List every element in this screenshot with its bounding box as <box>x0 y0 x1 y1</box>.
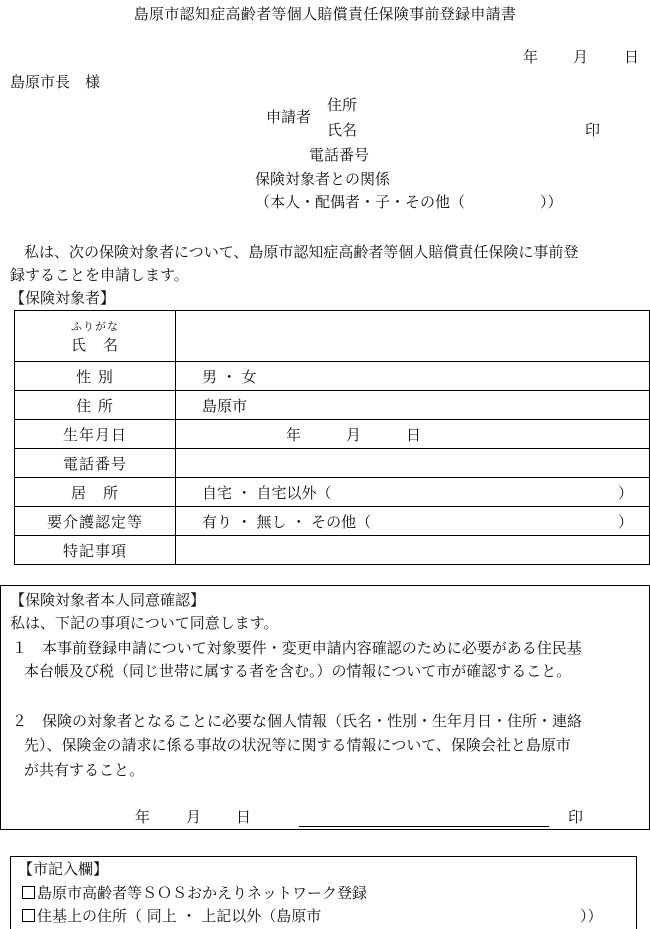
intro-line-2: 録することを申請します。 <box>10 266 189 284</box>
table-row <box>15 311 650 362</box>
insured-table <box>14 310 650 565</box>
applicant-label: 申請者 <box>266 108 312 126</box>
address-label: 住 所 <box>15 391 176 420</box>
name-field[interactable] <box>176 311 650 362</box>
phone-label: 電話番号 <box>15 449 176 478</box>
signature-line[interactable] <box>299 826 549 827</box>
care-level-close: ） <box>617 513 633 531</box>
care-level-value: 有り ・ 無し ・ その他（ <box>202 513 372 531</box>
insured-heading: 【保険対象者】 <box>10 289 116 307</box>
birthdate-field[interactable] <box>176 420 650 449</box>
residence-value: 自宅 ・ 自宅以外（ <box>202 484 332 502</box>
date-day: 日 <box>624 48 640 66</box>
consent-item-2-line-3: が共有すること。 <box>24 761 145 779</box>
registered-address-close: ）） <box>580 907 603 925</box>
birthdate-value: 年 月 日 <box>286 426 422 444</box>
residence-close: ） <box>617 484 633 502</box>
consent-lead: 私は、下記の事項について同意します。 <box>10 614 279 632</box>
applicant-phone-label: 電話番号 <box>309 146 370 164</box>
name-label: 氏 名 <box>70 335 119 354</box>
table-row <box>15 536 650 565</box>
table-row <box>15 449 650 478</box>
addressee: 島原市長 様 <box>10 73 101 91</box>
consent-item-1-line-1: １ 本事前登録申請について対象要件・変更申請内容確認のために必要がある住民基 <box>12 639 582 657</box>
consent-seal: 印 <box>568 808 584 826</box>
table-row <box>15 391 650 420</box>
registered-address-checkbox[interactable] <box>22 909 35 922</box>
consent-item-1-line-2: 本台帳及び税（同じ世帯に属する者を含む。）の情報について市が確認すること。 <box>24 662 572 680</box>
city-use-check-1-row <box>22 883 367 903</box>
date-month: 月 <box>573 48 589 66</box>
page-title: 島原市認知症高齢者等個人賠償責任保険事前登録申請書 <box>133 5 517 23</box>
applicant-name-label: 氏名 <box>327 121 358 139</box>
care-level-label: 要介護認定等 <box>15 507 176 536</box>
applicant-relation-options: （本人・配偶者・子・その他（ ）） <box>255 193 563 211</box>
table-row <box>15 507 650 536</box>
applicant-relation-label: 保険対象者との関係 <box>255 170 391 188</box>
residence-field[interactable] <box>176 478 650 507</box>
notes-label: 特記事項 <box>15 536 176 565</box>
consent-year: 年 <box>135 808 151 826</box>
address-field[interactable] <box>176 391 650 420</box>
table-row <box>15 362 650 391</box>
sex-label: 性 別 <box>15 362 176 391</box>
consent-day: 日 <box>236 808 252 826</box>
registered-address-label: 住基上の住所（ 同上 ・ 上記以外（島原市 <box>37 907 322 925</box>
applicant-seal: 印 <box>585 121 601 139</box>
date-year: 年 <box>523 48 539 66</box>
residence-label: 居 所 <box>15 478 176 507</box>
sex-value: 男 ・ 女 <box>202 368 257 386</box>
sos-network-label: 島原市高齢者等ＳＯＳおかえりネットワーク登録 <box>37 884 368 902</box>
sos-network-checkbox[interactable] <box>22 886 35 899</box>
table-row <box>15 478 650 507</box>
applicant-address-label: 住所 <box>327 96 358 114</box>
consent-heading: 【保険対象者本人同意確認】 <box>10 591 206 609</box>
table-row <box>15 420 650 449</box>
consent-month: 月 <box>186 808 202 826</box>
consent-item-2-line-1: ２ 保険の対象者となることに必要な個人情報（氏名・性別・生年月日・住所・連絡 <box>12 712 583 730</box>
furigana-label: ふりがな <box>71 319 119 333</box>
name-label-cell <box>15 311 176 362</box>
city-use-heading: 【市記入欄】 <box>18 860 109 878</box>
birthdate-label: 生年月日 <box>15 420 176 449</box>
notes-field[interactable] <box>176 536 650 565</box>
consent-item-2-line-2: 先）、保険金の請求に係る事故の状況等に関する情報について、保険会社と島原市 <box>24 736 571 754</box>
phone-field[interactable] <box>176 449 650 478</box>
sex-field[interactable] <box>176 362 650 391</box>
intro-line-1: 私は、次の保険対象者について、島原市認知症高齢者等個人賠償責任保険に事前登 <box>24 243 579 261</box>
city-use-check-2-row <box>22 906 321 926</box>
care-level-field[interactable] <box>176 507 650 536</box>
address-value: 島原市 <box>202 397 248 415</box>
